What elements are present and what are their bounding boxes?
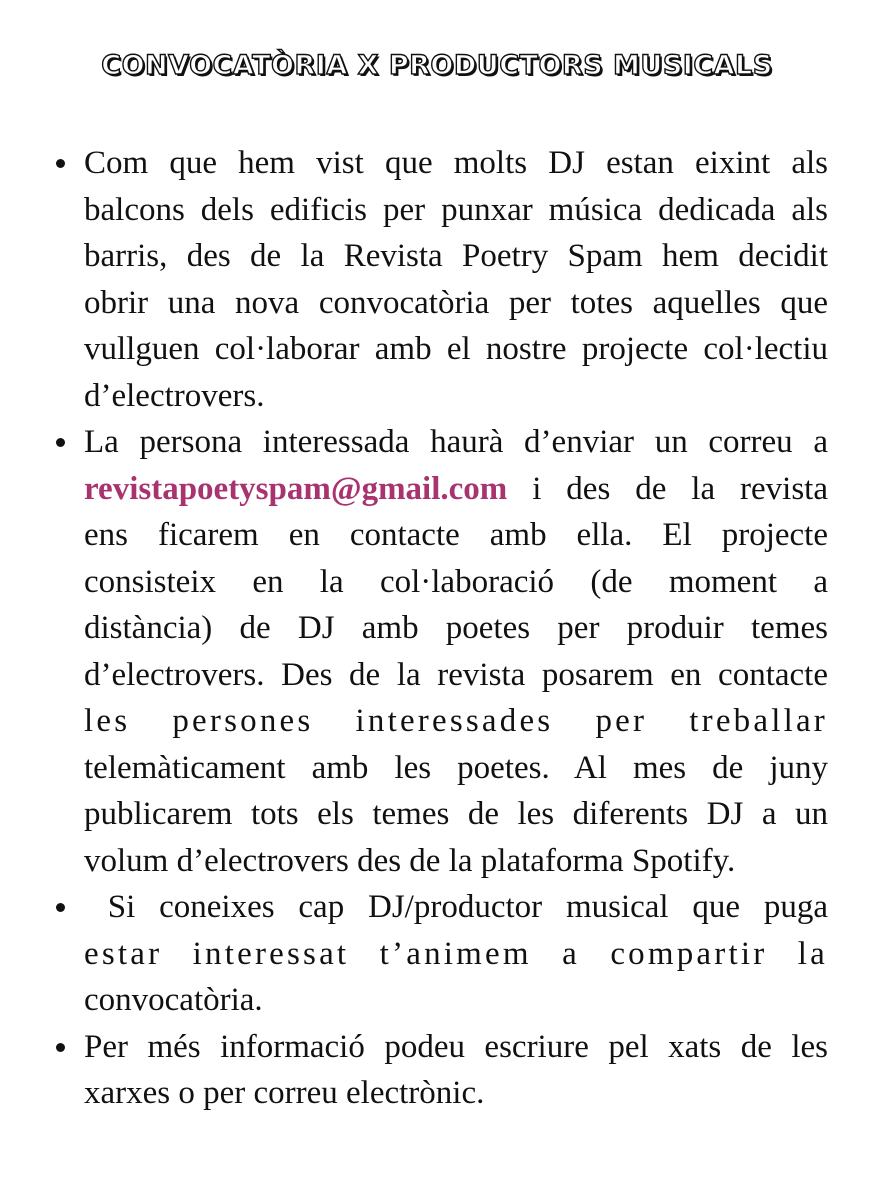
paragraph-line: balcons dels edificis per punxar música dedicada als [84, 191, 828, 228]
paragraph-line: d’electrovers. Des de la revista posarem en contacte [84, 656, 828, 693]
paragraph-line: Per més informació podeu escriure pel xats de les [84, 1028, 828, 1065]
paragraph-line: consisteix en la col·laboració (de moment a [84, 563, 828, 600]
paragraph-line: obrir una nova convocatòria per totes aquelles que [84, 284, 828, 321]
bullet-dot-icon [56, 903, 65, 912]
bullet-dot-icon [56, 159, 65, 168]
bullet-dot-icon [56, 1043, 65, 1052]
paragraph-line: Com que hem vist que molts DJ estan eixint als [84, 145, 828, 181]
paragraph-line: barris, des de la Revista Poetry Spam hem decidit [84, 238, 828, 274]
paragraph-line: telemàticament amb les poetes. Al mes de juny [84, 749, 828, 786]
paragraph-line: vullguen col·laborar amb el nostre projecte col·lectiu [84, 331, 828, 367]
bullet-dot-icon [56, 438, 65, 447]
paragraph-line: convocatòria. [84, 982, 263, 1018]
page-title: CONVOCATÒRIA X PRODUCTORS MUSICALS [101, 50, 773, 81]
paragraph-line: d’electrovers. [84, 377, 265, 414]
paragraph-line: ens ficarem en contacte amb ella. El projecte [84, 517, 828, 553]
paragraph-line: les persones interessades per treballar [84, 703, 828, 739]
paragraph-line: xarxes o per correu electrònic. [84, 1075, 485, 1111]
paragraph-line: La persona interessada haurà d’enviar un correu a [84, 424, 828, 460]
paragraph-line: distància) de DJ amb poetes per produir temes [84, 610, 828, 646]
paragraph-line: Si coneixes cap DJ/productor musical que puga [84, 889, 828, 925]
paragraph-line-with-email [84, 466, 828, 513]
paragraph-line: volum d’electrovers des de la plataforma Spotify. [84, 842, 736, 879]
list-item [56, 1024, 828, 1117]
list-item [56, 419, 828, 884]
bullet-list [56, 140, 828, 1117]
list-item [56, 884, 828, 1024]
list-item [56, 140, 828, 419]
paragraph-line: publicarem tots els temes de les diferents DJ a un [84, 796, 828, 832]
paragraph-text: i des de la revista [507, 470, 828, 507]
paragraph-line: estar interessat t’animem a compartir la [84, 935, 828, 972]
email-link[interactable]: revistapoetyspam@gmail.com [84, 470, 508, 507]
